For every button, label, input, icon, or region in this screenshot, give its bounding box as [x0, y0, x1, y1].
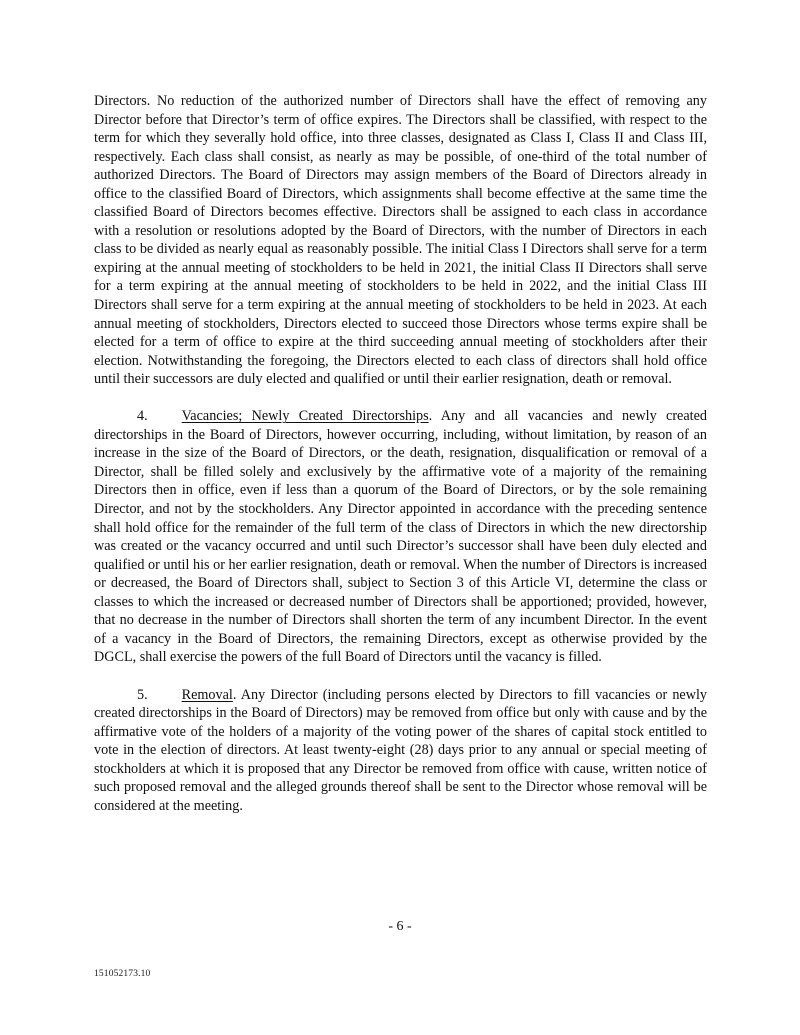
section-5-number: 5.	[137, 686, 148, 703]
section-4-number: 4.	[137, 408, 148, 425]
paragraph-classified-board: Directors. No reduction of the authorized number of Directors shall have the effect of removing any Director before that Director’s term of office expires. The Directors shall be classified, with respect to the term for which they severally hold office, into three classes, designated as Class I, Class II and Class III, respectively. Each class shall consist, as nearly as may be possible, of one-third of the total number of authorized Directors. The Board of Directors may assign members of the Board of Directors already in office to the classified Board of Directors, which assignments shall become effective at the same time the classified Board of Directors becomes effective. Directors shall be assigned to each class in accordance with a resolution or resolutions adopted by the Board of Directors, with the number of Directors in each class to be divided as nearly equal as reasonably possible. The initial Class I Directors shall serve for a term expiring at the annual meeting of stockholders to be held in 2021, the initial Class II Directors shall serve for a term expiring at the annual meeting of stockholders to be held in 2022, and the initial Class III Directors shall serve for a term expiring at the annual meeting of stockholders to be held in 2023. At each annual meeting of stockholders, Directors elected to succeed those Directors whose terms expire shall be elected for a term of office to expire at the third succeeding annual meeting of stockholders after their election. Notwithstanding the foregoing, the Directors elected to each class of directors shall hold office until their successors are duly elected and qualified or until their earlier resignation, death or removal.	[94, 93, 707, 388]
section-4-title: Vacancies; Newly Created Directorships	[181, 408, 429, 425]
page-number: - 6 -	[388, 919, 412, 934]
section-5-body: . Any Director (including persons elected by Directors to fill vacancies or newly created directorships in the Board of Directors) may be removed from office but only with cause and by the affirmative vote of the holders of a majority of the voting power of the shares of capital stock entitled to vote in the election of directors. At least twenty-eight (28) days prior to any annual or special meeting of stockholders at which it is proposed that any Director be removed from office with cause, written notice of such proposed removal and the alleged grounds thereof shall be sent to the Director whose removal will be considered at the meeting.	[94, 686, 707, 814]
section-4-body: . Any and all vacancies and newly created directorships in the Board of Directors, however occurring, including, without limitation, by reason of an increase in the size of the Board of Directors, or the death, resignation, disqualification or removal of a Director, shall be filled solely and exclusively by the affirmative vote of a majority of the remaining Directors then in office, even if less than a quorum of the Board of Directors, or by the sole remaining Director, and not by the stockholders. Any Director appointed in accordance with the preceding sentence shall hold office for the remainder of the full term of the class of Directors in which the new directorship was created or the vacancy occurred and until such Director’s successor shall have been duly elected and qualified or until his or her earlier resignation, death or removal. When the number of Directors is increased or decreased, the Board of Directors shall, subject to Section 3 of this Article VI, determine the class or classes to which the increased or decreased number of Directors shall be apportioned; provided, however, that no decrease in the number of Directors shall shorten the term of any incumbent Director. In the event of a vacancy in the Board of Directors, the remaining Directors, except as otherwise provided by the DGCL, shall exercise the powers of the full Board of Directors until the vacancy is filled.	[94, 408, 707, 666]
section-5-paragraph	[94, 686, 707, 816]
section-5-title: Removal	[181, 686, 233, 703]
document-id-stamp: 151052173.10	[94, 969, 151, 979]
document-body	[94, 92, 707, 815]
section-4-paragraph	[94, 407, 707, 667]
